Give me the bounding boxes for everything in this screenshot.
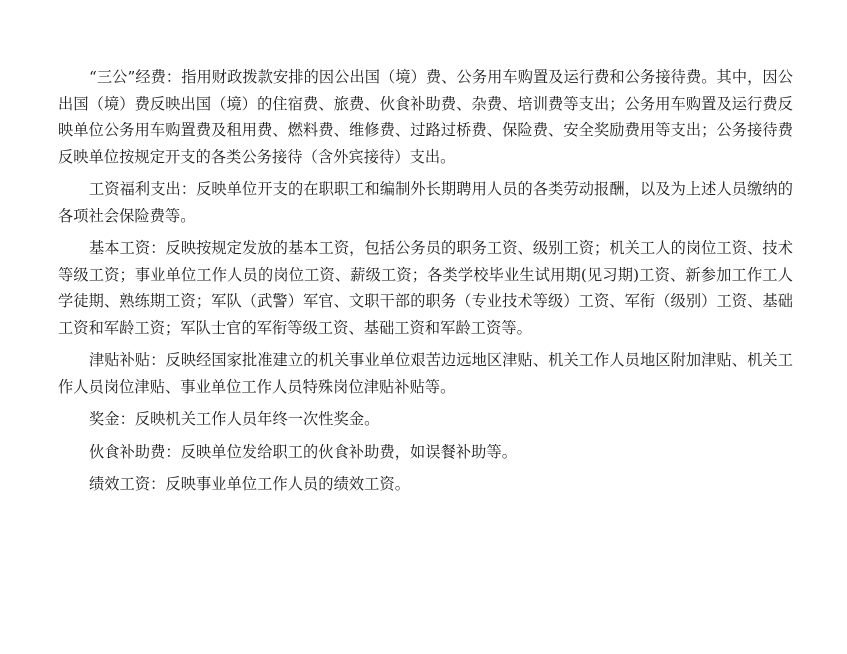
paragraph-allowances: 津贴补贴：反映经国家批准建立的机关事业单位艰苦边远地区津贴、机关工作人员地区附加津贴、机关工作人员岗位津贴、事业单位工作人员特殊岗位津贴补贴等。 (58, 351, 793, 396)
paragraph-three-public-expenses: “三公”经费：指用财政拨款安排的因公出国（境）费、公务用车购置及运行费和公务接待费。其中，因公出国（境）费反映出国（境）的住宿费、旅费、伙食补助费、杂费、培训费等支出；公务用车购置及运行费反映单位公务用车购置费及租用费、燃料费、维修费、过路过桥费、保险费、安全奖励费用等支出；公务接待费反映单位按规定开支的各类公务接待（含外宾接待）支出。 (58, 68, 793, 166)
paragraph-performance-pay: 绩效工资：反映事业单位工作人员的绩效工资。 (89, 475, 411, 493)
paragraph-basic-salary: 基本工资：反映按规定发放的基本工资，包括公务员的职务工资、级别工资；机关工人的岗位工资、技术等级工资；事业单位工作人员的岗位工资、薪级工资；各类学校毕业生试用期(见习期)工资、新参加工作工人学徒期、熟练期工资；军队（武警）军官、文职干部的职务（专业技术等级）工资、军衔（级别）工资、基础工资和军龄工资；军队士官的军衔等级工资、基础工资和军龄工资等。 (58, 239, 793, 337)
paragraph-wages-welfare: 工资福利支出：反映单位开支的在职职工和编制外长期聘用人员的各类劳动报酬，以及为上述人员缴纳的各项社会保险费等。 (58, 180, 793, 225)
paragraph-bonus: 奖金：反映机关工作人员年终一次性奖金。 (89, 410, 380, 428)
document-body (58, 64, 793, 504)
paragraph-meal-subsidy: 伙食补助费：反映单位发给职工的伙食补助费，如误餐补助等。 (89, 442, 518, 461)
